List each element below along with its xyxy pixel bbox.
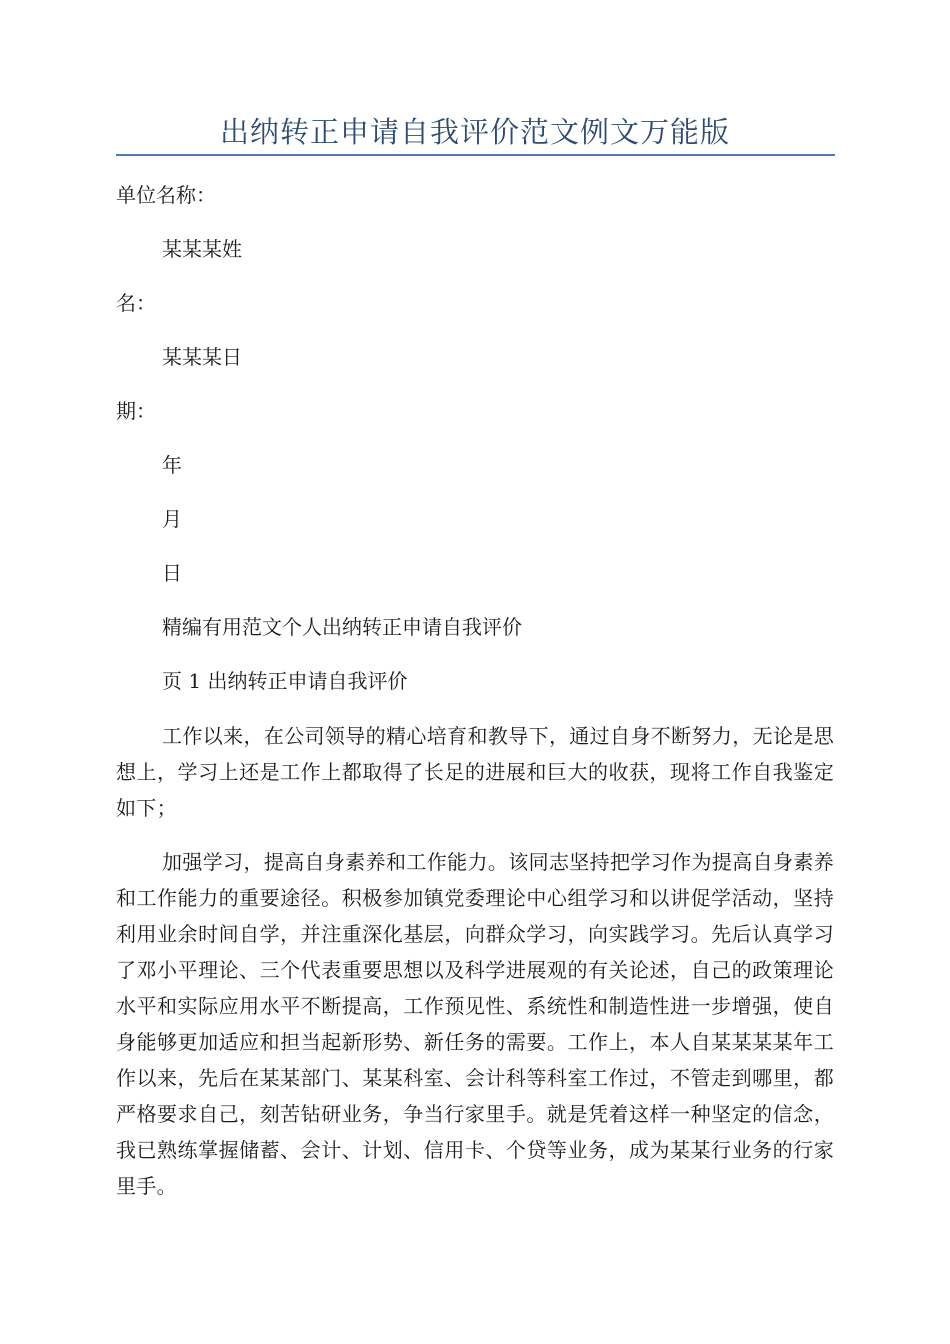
subtitle: 精编有用范文个人出纳转正申请自我评价: [162, 615, 522, 639]
name-label: 名：: [116, 291, 156, 315]
title-underline: [116, 154, 835, 156]
name-value: 某某某日: [162, 345, 242, 369]
unit-name-value: 某某某姓: [162, 237, 242, 261]
paragraph-study: 加强学习，提高自身素养和工作能力。该同志坚持把学习作为提高自身素养和工作能力的重要途径。积极参加镇党委理论中心组学习和以讲促学活动，坚持利用业余时间自学，并注重深化基层，向群众学习，向实践学习。先后认真学习了邓小平理论、三个代表重要思想以及科学进展观的有关论述，自己的政策理论水平和实际应用水平不断提高，工作预见性、系统性和制造性进一步增强，使自身能够更加适应和担当起新形势、新任务的需要。工作上，本人自某某某某年工作以来，先后在某某部门、某某科室、会计科等科室工作过，不管走到哪里，都严格要求自己，刻苦钻研业务，争当行家里手。就是凭着这样一种坚定的信念，我已熟练掌握储蓄、会计、计划、信用卡、个贷等业务，成为某某行业务的行家里手。: [116, 850, 834, 1198]
date-year: 年: [162, 453, 182, 477]
unit-name-label: 单位名称：: [116, 183, 216, 207]
date-day: 日: [162, 561, 182, 585]
paragraph-intro: 工作以来，在公司领导的精心培育和教导下，通过自身不断努力，无论是思想上，学习上还是工作上都取得了长足的进展和巨大的收获，现将工作自我鉴定如下；: [116, 724, 834, 820]
date-month: 月: [162, 507, 182, 531]
document-title: 出纳转正申请自我评价范文例文万能版: [219, 115, 730, 149]
date-label: 期：: [116, 399, 156, 423]
page-heading: 页 1 出纳转正申请自我评价: [162, 669, 408, 693]
